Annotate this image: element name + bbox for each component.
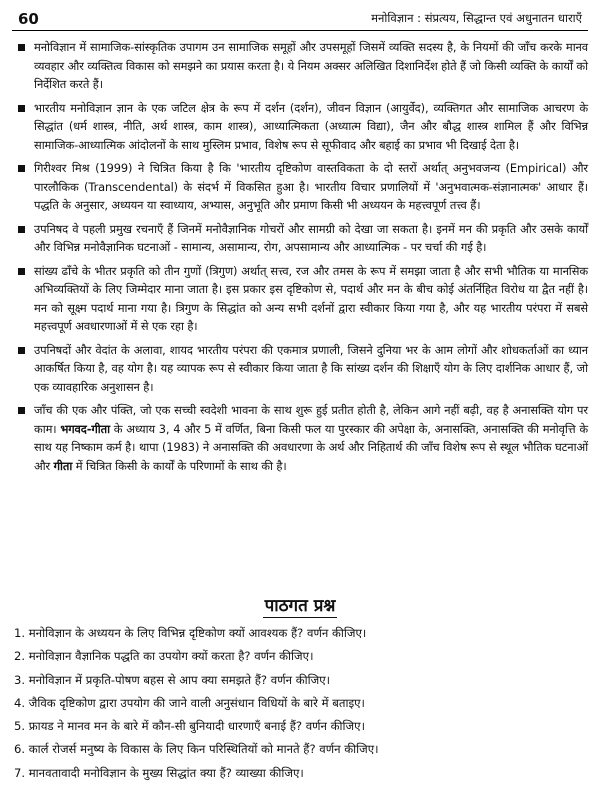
question-item: 4. जैविक दृष्टिकोण द्वारा उपयोग की जाने वाली अनुसंधान विधियों के बारे में बताइए।: [14, 695, 365, 710]
section-title: पाठगत प्रश्न: [264, 596, 336, 616]
bullet-text: मनोविज्ञान में सामाजिक-सांस्कृतिक उपागम उन सामाजिक समूहों और उपसमूहों जिसमें व्यक्ति सदस्य है, के नियमों की जाँच करके मानव व्यवहार और व्यक्तित्व विकास को समझने का प्रयास करता है। ये नियम अक्सर अलिखित दिशानिर्देश होते हैं जो किसी व्यक्ति के कार्यों को निर्देशित करते हैं।: [34, 40, 588, 91]
bullet-text: सांख्य ढाँचे के भीतर प्रकृति को तीन गुणों (त्रिगुण) अर्थात् सत्त्व, रज और तमस के रूप में समझा जाता है और सभी भौतिक या मानसिक अभिव्यक्तियों के लिए जिम्मेदार माना जाता है। इस प्रकार इस दृष्टिकोण से, पदार्थ और मन के बीच कोई अंतर्निहित विरोध या द्वैत नहीं है। मन को सूक्ष्म पदार्थ माना गया है। त्रिगुण के सिद्धांत को अन्य सभी दर्शनों द्वारा स्वीकार किया गया है, और यह भारतीय परंपरा में सबसे महत्त्वपूर्ण अवधारणाओं में से एक रहा है।: [34, 263, 588, 333]
bullet-text-part: जाँच की एक और पंक्ति, जो एक सच्ची स्वदेशी भावना के साथ शुरू हुई प्रतीत होती है, लेकिन आगे नहीं बढ़ी, वह है अनासक्ति योग पर काम।: [34, 403, 588, 436]
question-item: 1. मनोविज्ञान के अध्ययन के लिए विभिन्न दृष्टिकोण क्यों आवश्यक हैं? वर्णन कीजिए।: [14, 626, 367, 640]
section-heading: [0, 593, 600, 616]
bullet-text-part: में चित्रित किसी के कार्यों के परिणामों के साथ की है।: [72, 458, 287, 473]
question-item: 6. कार्ल रोजर्स मनुष्य के विकास के लिए किन परिस्थितियों को मानते हैं? वर्णन कीजिए।: [14, 742, 379, 757]
square-bullet-icon: [18, 226, 25, 233]
page-number: 60: [18, 10, 39, 28]
bullet-text: गिरीश्वर मिश्र (1999) ने चित्रित किया है कि 'भारतीय दृष्टिकोण वास्तविकता के दो स्तरों अर्थात् अनुभवजन्य (Empirical) और पारलौकिक (Transcendental) के संदर्भ में विकसित हुआ है। भारतीय विचार प्रणालियों में 'अनुभवात्मक-संज्ञानात्मक' आधार हैं। पद्धति के अनुसार, अध्ययन या स्वाध्याय, अभ्यास, अनुभूति और प्रमाण किसी भी अध्ययन के महत्त्वपूर्ण तत्त्व हैं।: [34, 161, 588, 212]
square-bullet-icon: [18, 347, 25, 354]
bullet-item: [12, 262, 588, 336]
question-item: 2. मनोविज्ञान वैज्ञानिक पद्धति का उपयोग क्यों करता है? वर्णन कीजिए।: [14, 649, 314, 664]
bullet-text: उपनिषदों और वेदांत के अलावा, शायद भारतीय परंपरा की एकमात्र प्रणाली, जिसने दुनिया भर के आम लोगों और शोधकर्ताओं का ध्यान आकर्षित किया है, वह योग है। यह व्यापक रूप से स्वीकार किया जाता है कि सांख्य दर्शन की शिक्षाएँ योग के लिए दार्शनिक आधार हैं, जो एक व्यावहारिक अनुशासन है।: [34, 342, 588, 394]
bullet-list: [12, 38, 588, 480]
square-bullet-icon: [18, 407, 25, 414]
bullet-text: भारतीय मनोविज्ञान ज्ञान के एक जटिल क्षेत्र के रूप में दर्शन (दर्शन), जीवन विज्ञान (आयुर्वेद), व्यक्तिगत और सामाजिक आचरण के सिद्धांत (धर्म शास्त्र, नीति, अर्थ शास्त्र, काम शास्त्र), आध्यात्मिकता (अध्यात्म विद्या), जैन और बौद्ध शास्त्र शामिल हैं और विभिन्न सामाजिक-आध्यात्मिक आंदोलनों के साथ मुस्लिम प्रभाव, विशेष रूप से सूफीवाद और बहाई का प्रभाव भी दिखाई देता है।: [34, 100, 588, 152]
bullet-item: [12, 159, 588, 215]
bullet-item: [12, 401, 588, 475]
bullet-item: [12, 220, 588, 257]
bullet-item: [12, 341, 588, 397]
bullet-text: [34, 401, 588, 475]
running-title: मनोविज्ञान : संप्रत्यय, सिद्धान्त एवं अधुनातन धाराएँ: [371, 11, 582, 25]
square-bullet-icon: [18, 268, 25, 275]
bullet-item: [12, 99, 588, 155]
page-header: [12, 8, 588, 31]
square-bullet-icon: [18, 165, 25, 172]
bullet-text: उपनिषद वे पहली प्रमुख रचनाएँ हैं जिनमें मनोवैज्ञानिक गोचरों और सामग्री को देखा जा सकता है। इनमें मन की प्रकृति और उसके कार्यों और विभिन्न मनोवैज्ञानिक घटनाओं - सामान्य, असामान्य, रोग, अपसामान्य और आध्यात्मिक - पर चर्चा की गई है।: [34, 221, 588, 254]
question-item: 5. फ्रायड ने मानव मन के बारे में कौन-सी बुनियादी धारणाएँ बनाई हैं? वर्णन कीजिए।: [14, 719, 365, 734]
bold-term-bhagavad-gita: भगवद-गीता: [60, 421, 110, 436]
question-item: 7. मानवतावादी मनोविज्ञान के मुख्य सिद्धांत क्या हैं? व्याख्या कीजिए।: [14, 765, 304, 780]
question-item: 3. मनोविज्ञान में प्रकृति-पोषण बहस से आप क्या समझते हैं? वर्णन कीजिए।: [14, 672, 331, 687]
question-list: [14, 622, 588, 785]
bullet-item: [12, 38, 588, 94]
square-bullet-icon: [18, 44, 25, 51]
bold-term-gita: गीता: [53, 458, 73, 473]
bullet-text-part: के अध्याय 3, 4 और 5 में वर्णित, बिना किसी फल या पुरस्कार की अपेक्षा के, अनासक्ति, अनासक्ति की मनोवृत्ति के साथ यह निष्काम कर्म है। थापा (1983) ने अनासक्ति की अवधारणा के अर्थ और निहितार्थ की जाँच विशेष रूप से स्थूल भौतिक घटनाओं और: [34, 421, 588, 473]
square-bullet-icon: [18, 105, 25, 112]
